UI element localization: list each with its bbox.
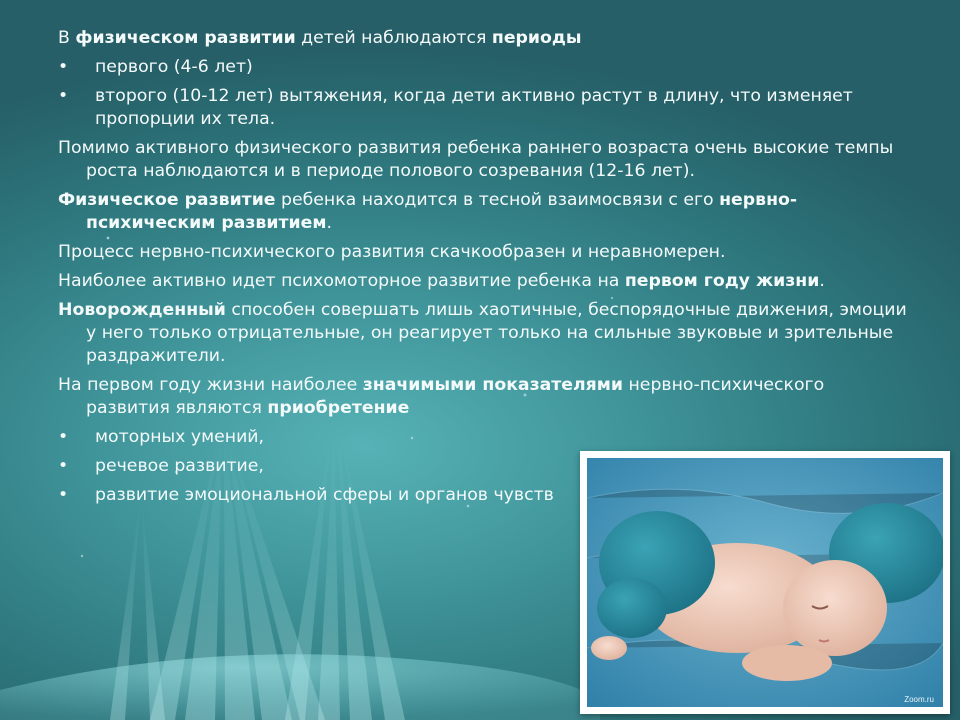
paragraph-periods [58, 27, 908, 50]
paragraph-puberty-growth: Помимо активного физического развития ребенка раннего возраста очень высокие темпы роста наблюдаются и в периоде полового созревания (12-16 лет). [58, 138, 894, 181]
text-run: детей наблюдаются [295, 28, 492, 48]
bold-run: периоды [491, 28, 582, 48]
bold-run: первом году жизни [624, 271, 820, 291]
bullet-first-period [58, 56, 908, 79]
paragraph-newborn [58, 299, 908, 368]
sleeping-baby-icon [587, 458, 943, 707]
text-run: способен совершать лишь хаотичные, беспорядочные движения, эмоции у него только отрицательные, он реагирует только на сильные звуковые и зрительные раздражители. [86, 300, 907, 366]
paragraph-indicators [58, 374, 908, 420]
text-run: В [58, 28, 76, 48]
slide-text [58, 27, 908, 513]
bold-run: Новорожденный [58, 300, 226, 320]
bullet-text: первого (4-6 лет) [95, 57, 253, 77]
bold-run: физическом развитии [75, 28, 296, 48]
bullet-mark: • [58, 57, 69, 77]
bullet-mark: • [58, 427, 69, 447]
sleeping-baby-photo [580, 451, 950, 714]
bullet-text: речевое развитие, [95, 456, 264, 476]
text-run: нервно-психического развития являются [86, 375, 825, 418]
paragraph-first-year [58, 270, 908, 293]
bullet-mark: • [58, 86, 69, 106]
paragraph-process: Процесс нервно-психического развития скачкообразен и неравномерен. [58, 242, 726, 262]
photo-credit: Zoom.ru [904, 695, 934, 704]
text-run: . [326, 213, 332, 233]
bold-run: Физическое развитие [58, 190, 276, 210]
text-run: . [819, 271, 825, 291]
bullet-mark: • [58, 485, 69, 505]
bullet-mark: • [58, 456, 69, 476]
bold-run: значимыми показателями [362, 375, 624, 395]
text-run: На первом году жизни наиболее [58, 375, 363, 395]
bullet-text: второго (10-12 лет) вытяжения, когда дети активно растут в длину, что изменяет пропорции их тела. [95, 86, 853, 129]
paragraph-physical-neuro [58, 189, 908, 235]
bullet-motor-skills [58, 426, 908, 449]
bold-run: приобретение [267, 398, 410, 418]
bold-run: нервно-психическим развитием [86, 190, 798, 233]
text-run: Наиболее активно идет психомоторное развитие ребенка на [58, 271, 625, 291]
text-run: ребенка находится в тесной взаимосвязи с его [275, 190, 720, 210]
glow-floor [0, 654, 600, 720]
bullet-text: развитие эмоциональной сферы и органов чувств [95, 485, 554, 505]
bullet-text: моторных умений, [95, 427, 265, 447]
bullet-second-period [58, 85, 908, 131]
